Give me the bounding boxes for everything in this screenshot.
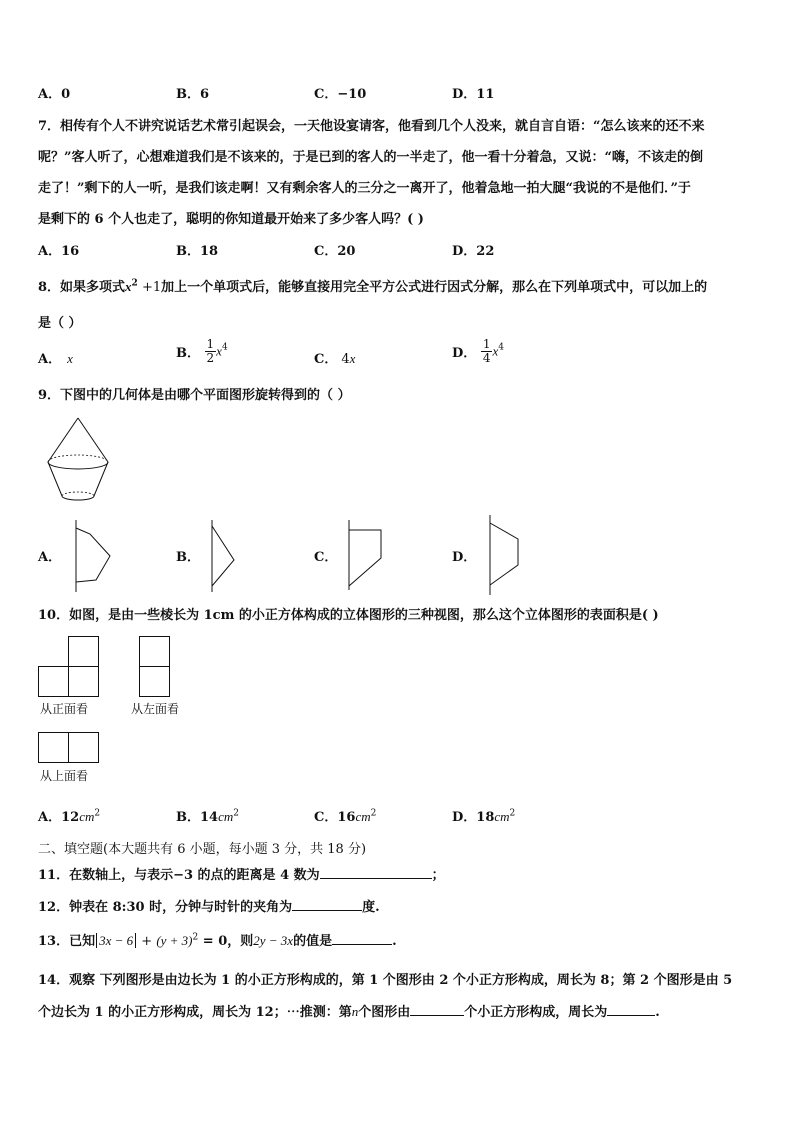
q7-option-a: A．16 [38, 244, 80, 259]
q13-target: 2y − 3x [253, 933, 294, 948]
q9-middle-ellipse-back [48, 455, 108, 462]
q8-poly-exp: 2 [131, 278, 138, 289]
q14-line-2-part-a: 个边长为 1 的小正方形构成，周长为 12；⋯推测：第 [38, 1005, 352, 1020]
q14-line-2 [38, 1001, 660, 1020]
q7-option-d: D．22 [452, 244, 495, 259]
q9-option-c-shape [340, 520, 390, 592]
q8-option-d [452, 338, 504, 365]
q7-line-1: 7．相传有个人不讲究说话艺术常引起误会，一天他设宴请客，他看到几个人没来，就自言自语：“怎么该来的还不来 [38, 119, 705, 134]
q9-middle-ellipse-front [48, 462, 108, 469]
q11-answer-blank[interactable] [320, 866, 432, 879]
q8-option-c-coef: 4 [341, 352, 350, 367]
q8-option-b-exp: 4 [221, 342, 228, 353]
q10-top-view [38, 732, 100, 764]
q10-option-c-value: C．16 [314, 810, 356, 825]
q12-text: 12．钟表在 8:30 时，分钟与时针的夹角为 [38, 900, 293, 915]
q8-option-a [38, 348, 73, 367]
q10-option-d-unit: cm [494, 809, 510, 824]
q9-cone-left-edge [48, 418, 78, 462]
q7-line-2: 呢？”客人听了，心想难道我们是不该来的，于是已到的客人的一半走了，他一看十分着急，又说：“嗨，不该走的倒 [38, 150, 703, 165]
q10-option-c [314, 806, 376, 825]
q10-option-a-value: A．12 [38, 810, 80, 825]
q10-option-d-value: D．18 [452, 810, 495, 825]
q10-option-b-unit-exp: 2 [233, 808, 239, 819]
q11-line [38, 864, 445, 883]
q8-option-b [176, 338, 228, 365]
q11-end: ； [431, 868, 445, 883]
q6-option-a: A．0 [38, 87, 71, 102]
q10-option-a-unit: cm [79, 809, 95, 824]
q10-front-view [38, 636, 100, 698]
q13-eq: = 0，则 [198, 934, 254, 949]
q11-text: 11．在数轴上，与表示−3 的点的距离是 4 数为 [38, 868, 320, 883]
q9-option-d-shape [480, 515, 530, 595]
q8-option-d-var: x [492, 343, 499, 359]
q12-answer-blank[interactable] [292, 898, 362, 911]
q7-option-b: B．18 [176, 244, 219, 259]
q8-option-c-label: C． [314, 352, 338, 367]
q8-option-b-fraction [205, 338, 217, 365]
q8-prefix: 8．如果多项式 [38, 280, 126, 295]
q9-option-b-label: B． [176, 550, 200, 565]
q8-option-c [314, 348, 355, 367]
q8-poly-rest: +1 [137, 280, 162, 295]
q14-n: n [351, 1004, 359, 1019]
q8-line-1 [38, 276, 707, 295]
q13-exp: 2 [192, 932, 199, 943]
q8-option-b-label: B． [176, 346, 200, 361]
q10-left-view [139, 636, 171, 698]
q8-option-a-label: A． [38, 352, 62, 367]
q13-prefix: 13．已知 [38, 934, 96, 949]
q9-solid-figure [40, 412, 120, 504]
q10-front-label: 从正面看 [40, 702, 89, 716]
q13-end: . [392, 934, 397, 949]
q8-option-b-var: x [216, 343, 222, 359]
q14-count-blank[interactable] [410, 1003, 464, 1016]
q13-plus: + [137, 934, 157, 949]
q13-abs-expression: 3x − 6 [96, 933, 136, 948]
q10-text: 10．如图，是由一些棱长为 1cm 的小正方体构成的立体图形的三种视图，那么这个立体图形的表面积是( ) [38, 608, 659, 623]
q7-line-3: 走了！”剩下的人一听，是我们该走啊！又有剩余客人的三分之一离开了，他着急地一拍大腿“我说的不是他们．”于 [38, 181, 691, 196]
q14-line-1: 14．观察 下列图形是由边长为 1 的小正方形构成的，第 1 个图形由 2 个小正方形构成，周长为 8；第 2 个图形是由 5 [38, 973, 733, 988]
q14-line-2-part-b: 个图形由 [358, 1005, 411, 1020]
q6-option-b: B．6 [176, 87, 210, 102]
q9-option-d-label: D． [452, 550, 477, 565]
q9-option-b-shape [202, 520, 242, 592]
q8-option-d-label: D． [452, 346, 477, 361]
q8-suffix: 加上一个单项式后，能够直接用完全平方公式进行因式分解，那么在下列单项式中，可以加上的 [161, 280, 708, 295]
q8-poly-x: x [125, 279, 132, 294]
q8-line-2: 是（ ） [38, 316, 82, 331]
q6-option-d: D．11 [452, 87, 495, 102]
q10-option-d [452, 806, 515, 825]
q8-option-b-denominator: 2 [206, 351, 215, 365]
q10-top-label: 从上面看 [40, 769, 89, 783]
q14-perimeter-blank[interactable] [607, 1003, 655, 1016]
q8-option-c-var: x [349, 351, 356, 366]
q8-option-a-value: x [67, 351, 73, 366]
q10-left-label: 从左面看 [131, 702, 180, 716]
q8-option-b-numerator: 1 [206, 337, 215, 351]
section-2-title: 二、填空题(本大题共有 6 小题，每小题 3 分，共 18 分) [38, 842, 367, 857]
q9-option-c-label: C． [314, 550, 338, 565]
q10-option-b-value: B．14 [176, 810, 219, 825]
q9-option-a-shape [64, 520, 114, 592]
q10-option-a [38, 806, 100, 825]
q12-line [38, 896, 380, 915]
q7-option-c: C．20 [314, 244, 356, 259]
q10-option-b [176, 806, 239, 825]
q9-bottom-ellipse-front [62, 496, 94, 500]
q13-line [38, 930, 397, 949]
q9-bottom-ellipse-back [62, 492, 94, 496]
q7-line-4: 是剩下的 6 个人也走了，聪明的你知道最开始来了多少客人吗？( ) [38, 212, 424, 227]
q12-end: 度. [362, 900, 380, 915]
q13-suffix: 的值是 [293, 934, 333, 949]
q13-answer-blank[interactable] [332, 932, 392, 945]
q9-text: 9．下图中的几何体是由哪个平面图形旋转得到的（ ） [38, 388, 351, 403]
q8-option-d-fraction [481, 338, 493, 365]
q10-option-a-unit-exp: 2 [94, 808, 101, 819]
q14-line-2-part-c: 个小正方形构成，周长为 [464, 1005, 608, 1020]
q8-option-d-denominator: 4 [482, 351, 491, 365]
q10-option-c-unit-exp: 2 [370, 808, 377, 819]
q9-option-a-label: A． [38, 550, 62, 565]
q10-option-c-unit: cm [355, 809, 371, 824]
q8-option-d-exp: 4 [498, 342, 504, 353]
q10-option-d-unit-exp: 2 [509, 808, 516, 819]
q6-option-c: C．−10 [314, 87, 367, 102]
q8-option-d-numerator: 1 [482, 337, 491, 351]
q13-paren-expression: (y + 3) [156, 933, 193, 948]
q14-end: . [655, 1005, 660, 1020]
q10-option-b-unit: cm [218, 809, 234, 824]
